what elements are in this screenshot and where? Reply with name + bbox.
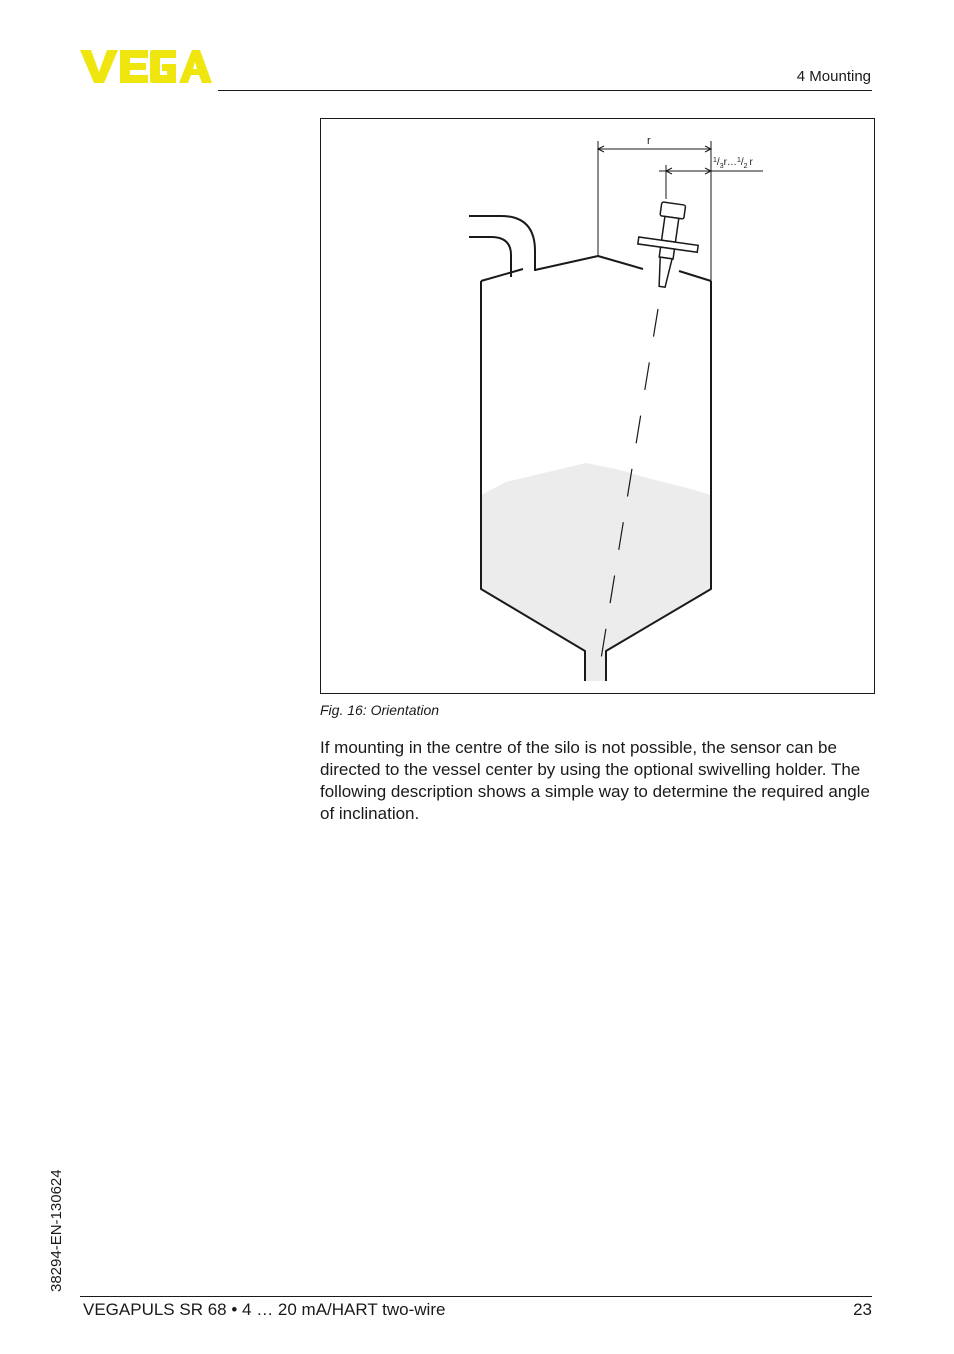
footer-title: VEGAPULS SR 68 • 4 … 20 mA/HART two-wire (83, 1300, 446, 1319)
label-r: r (647, 135, 651, 147)
body-paragraph: If mounting in the centre of the silo is not possible, the sensor can be directed to the vessel center by using the optional swivelling holder. The following description shows a simple way to determine the required angle of inclination. (320, 738, 870, 823)
figure-caption: Fig. 16: Orientation (320, 702, 440, 718)
figure-orientation (320, 118, 875, 694)
page-number: 23 (853, 1300, 872, 1319)
silo-diagram (321, 119, 874, 693)
document-id: 38294-EN-130624 (48, 1169, 65, 1292)
radar-sensor (632, 199, 703, 291)
section-heading: 4 Mounting (796, 68, 871, 85)
inlet-pipe (469, 216, 535, 277)
label-offset-range: $^1/_3r\dots^1/_2$ r (713, 157, 753, 170)
silo-roof (481, 256, 711, 281)
footer-rule (80, 1296, 872, 1297)
product-fill (481, 463, 711, 681)
vega-logo (80, 50, 212, 84)
header-rule (218, 90, 872, 91)
